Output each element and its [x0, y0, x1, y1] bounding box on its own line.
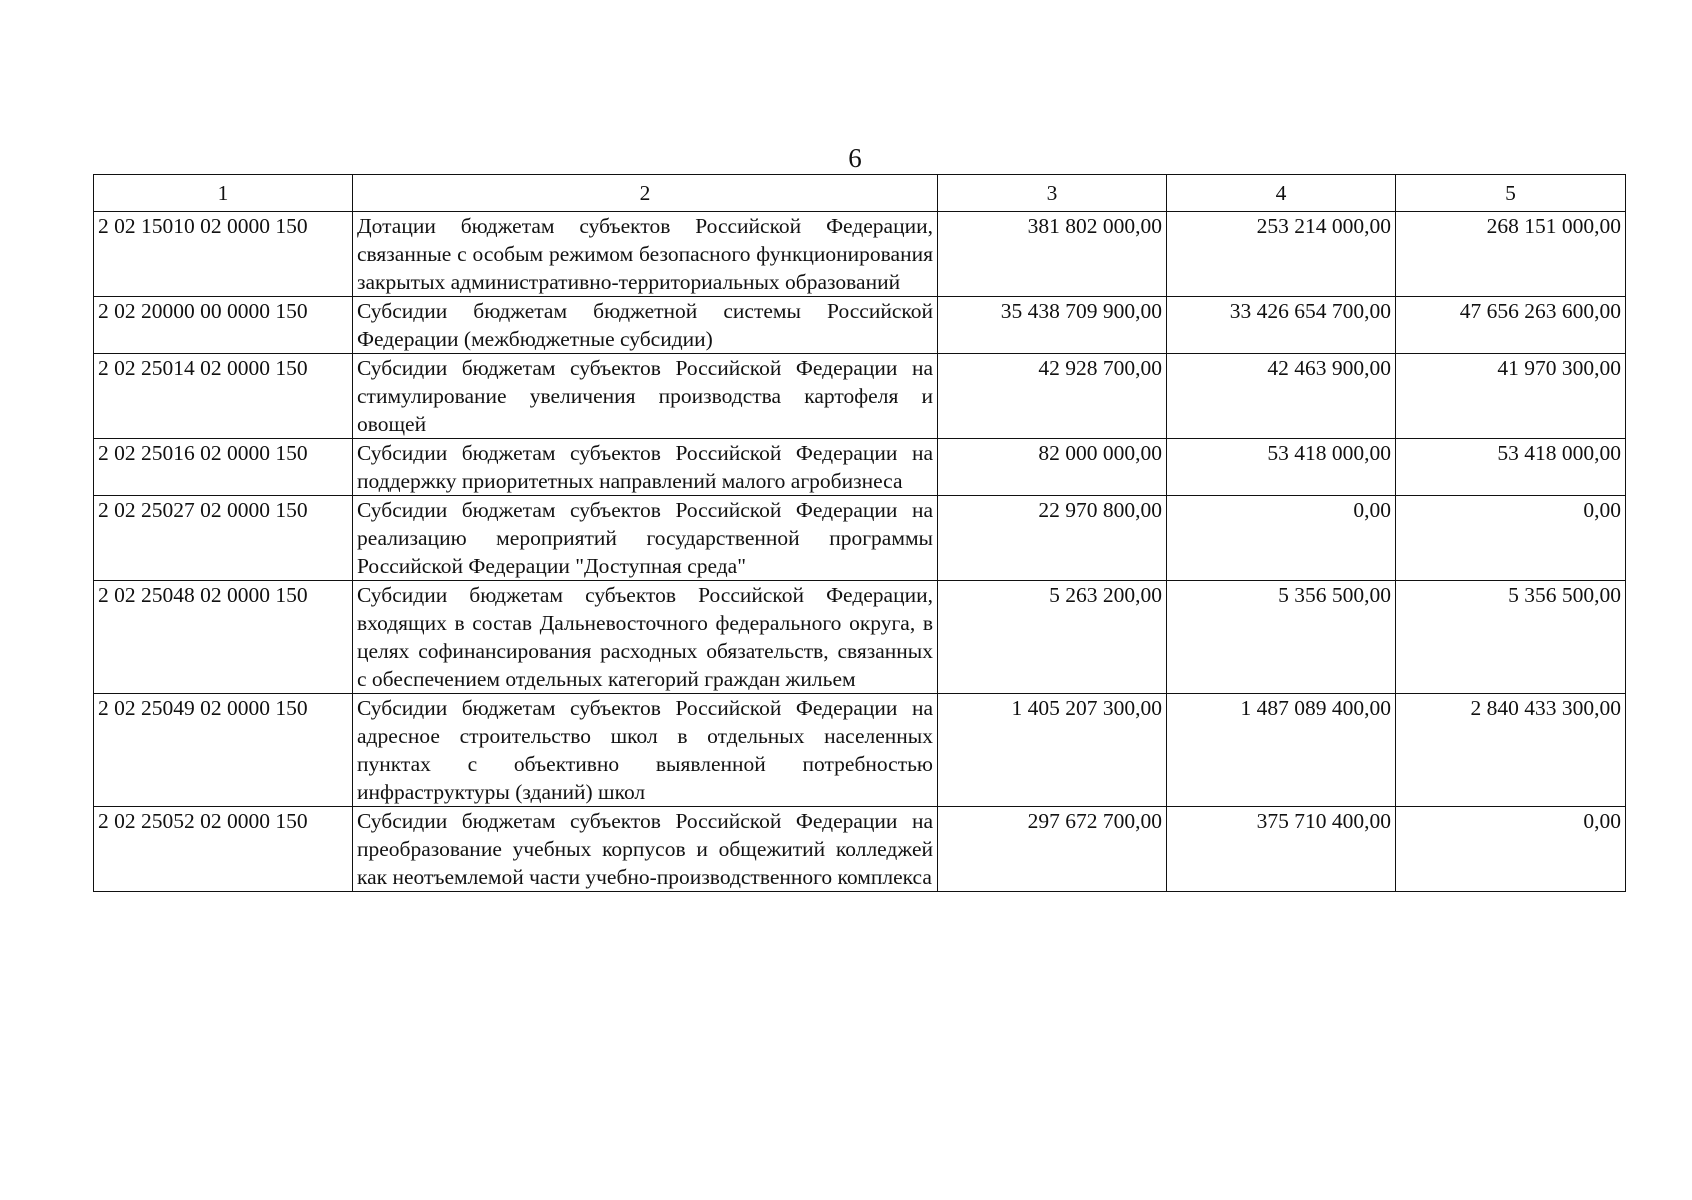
- amount-col3-cell: 82 000 000,00: [938, 439, 1167, 496]
- amount-col3-cell: 42 928 700,00: [938, 354, 1167, 439]
- amount-col4-cell: 53 418 000,00: [1167, 439, 1396, 496]
- table-row: [94, 297, 1626, 354]
- budget-code-cell: 2 02 25016 02 0000 150: [94, 439, 353, 496]
- amount-col5-cell: 268 151 000,00: [1396, 212, 1626, 297]
- column-header-4: 4: [1167, 175, 1396, 212]
- description-cell: Дотации бюджетам субъектов Российской Федерации, связанные с особым режимом безопасного функционирования закрытых административно-территориальных образований: [353, 212, 938, 297]
- budget-code-cell: 2 02 25049 02 0000 150: [94, 694, 353, 807]
- amount-col4-cell: 5 356 500,00: [1167, 581, 1396, 694]
- budget-code-cell: 2 02 25052 02 0000 150: [94, 807, 353, 892]
- amount-col3-cell: 297 672 700,00: [938, 807, 1167, 892]
- budget-code-cell: 2 02 15010 02 0000 150: [94, 212, 353, 297]
- amount-col5-cell: 53 418 000,00: [1396, 439, 1626, 496]
- budget-code-cell: 2 02 20000 00 0000 150: [94, 297, 353, 354]
- amount-col4-cell: 0,00: [1167, 496, 1396, 581]
- column-header-1: 1: [94, 175, 353, 212]
- table-row: [94, 439, 1626, 496]
- description-cell: Субсидии бюджетам субъектов Российской Федерации на преобразование учебных корпусов и общежитий колледжей как неотъемлемой части учебно-производственного комплекса: [353, 807, 938, 892]
- table-row: [94, 496, 1626, 581]
- column-header-2: 2: [353, 175, 938, 212]
- table-row: [94, 354, 1626, 439]
- amount-col3-cell: 381 802 000,00: [938, 212, 1167, 297]
- amount-col5-cell: 0,00: [1396, 807, 1626, 892]
- amount-col5-cell: 41 970 300,00: [1396, 354, 1626, 439]
- budget-code-cell: 2 02 25048 02 0000 150: [94, 581, 353, 694]
- description-cell: Субсидии бюджетам субъектов Российской Федерации на адресное строительство школ в отдельных населенных пунктах с объективно выявленной потребностью инфраструктуры (зданий) школ: [353, 694, 938, 807]
- amount-col4-cell: 42 463 900,00: [1167, 354, 1396, 439]
- description-cell: Субсидии бюджетам бюджетной системы Российской Федерации (межбюджетные субсидии): [353, 297, 938, 354]
- page-number: 6: [848, 143, 862, 173]
- amount-col5-cell: 0,00: [1396, 496, 1626, 581]
- description-cell: Субсидии бюджетам субъектов Российской Федерации, входящих в состав Дальневосточного федерального округа, в целях софинансирования расходных обязательств, связанных с обеспечением отдельных категорий граждан жильем: [353, 581, 938, 694]
- description-cell: Субсидии бюджетам субъектов Российской Федерации на стимулирование увеличения производства картофеля и овощей: [353, 354, 938, 439]
- table-row: [94, 212, 1626, 297]
- table-row: [94, 581, 1626, 694]
- table-row: [94, 807, 1626, 892]
- amount-col5-cell: 5 356 500,00: [1396, 581, 1626, 694]
- column-header-3: 3: [938, 175, 1167, 212]
- amount-col3-cell: 35 438 709 900,00: [938, 297, 1167, 354]
- amount-col5-cell: 2 840 433 300,00: [1396, 694, 1626, 807]
- amount-col3-cell: 22 970 800,00: [938, 496, 1167, 581]
- budget-code-cell: 2 02 25014 02 0000 150: [94, 354, 353, 439]
- budget-code-cell: 2 02 25027 02 0000 150: [94, 496, 353, 581]
- amount-col3-cell: 5 263 200,00: [938, 581, 1167, 694]
- amount-col3-cell: 1 405 207 300,00: [938, 694, 1167, 807]
- amount-col4-cell: 375 710 400,00: [1167, 807, 1396, 892]
- table-header-row: [94, 175, 1626, 212]
- amount-col5-cell: 47 656 263 600,00: [1396, 297, 1626, 354]
- amount-col4-cell: 33 426 654 700,00: [1167, 297, 1396, 354]
- amount-col4-cell: 1 487 089 400,00: [1167, 694, 1396, 807]
- column-header-5: 5: [1396, 175, 1626, 212]
- amount-col4-cell: 253 214 000,00: [1167, 212, 1396, 297]
- budget-revenue-table: [93, 174, 1626, 892]
- description-cell: Субсидии бюджетам субъектов Российской Федерации на поддержку приоритетных направлений малого агробизнеса: [353, 439, 938, 496]
- description-cell: Субсидии бюджетам субъектов Российской Федерации на реализацию мероприятий государственной программы Российской Федерации "Доступная среда": [353, 496, 938, 581]
- table-row: [94, 694, 1626, 807]
